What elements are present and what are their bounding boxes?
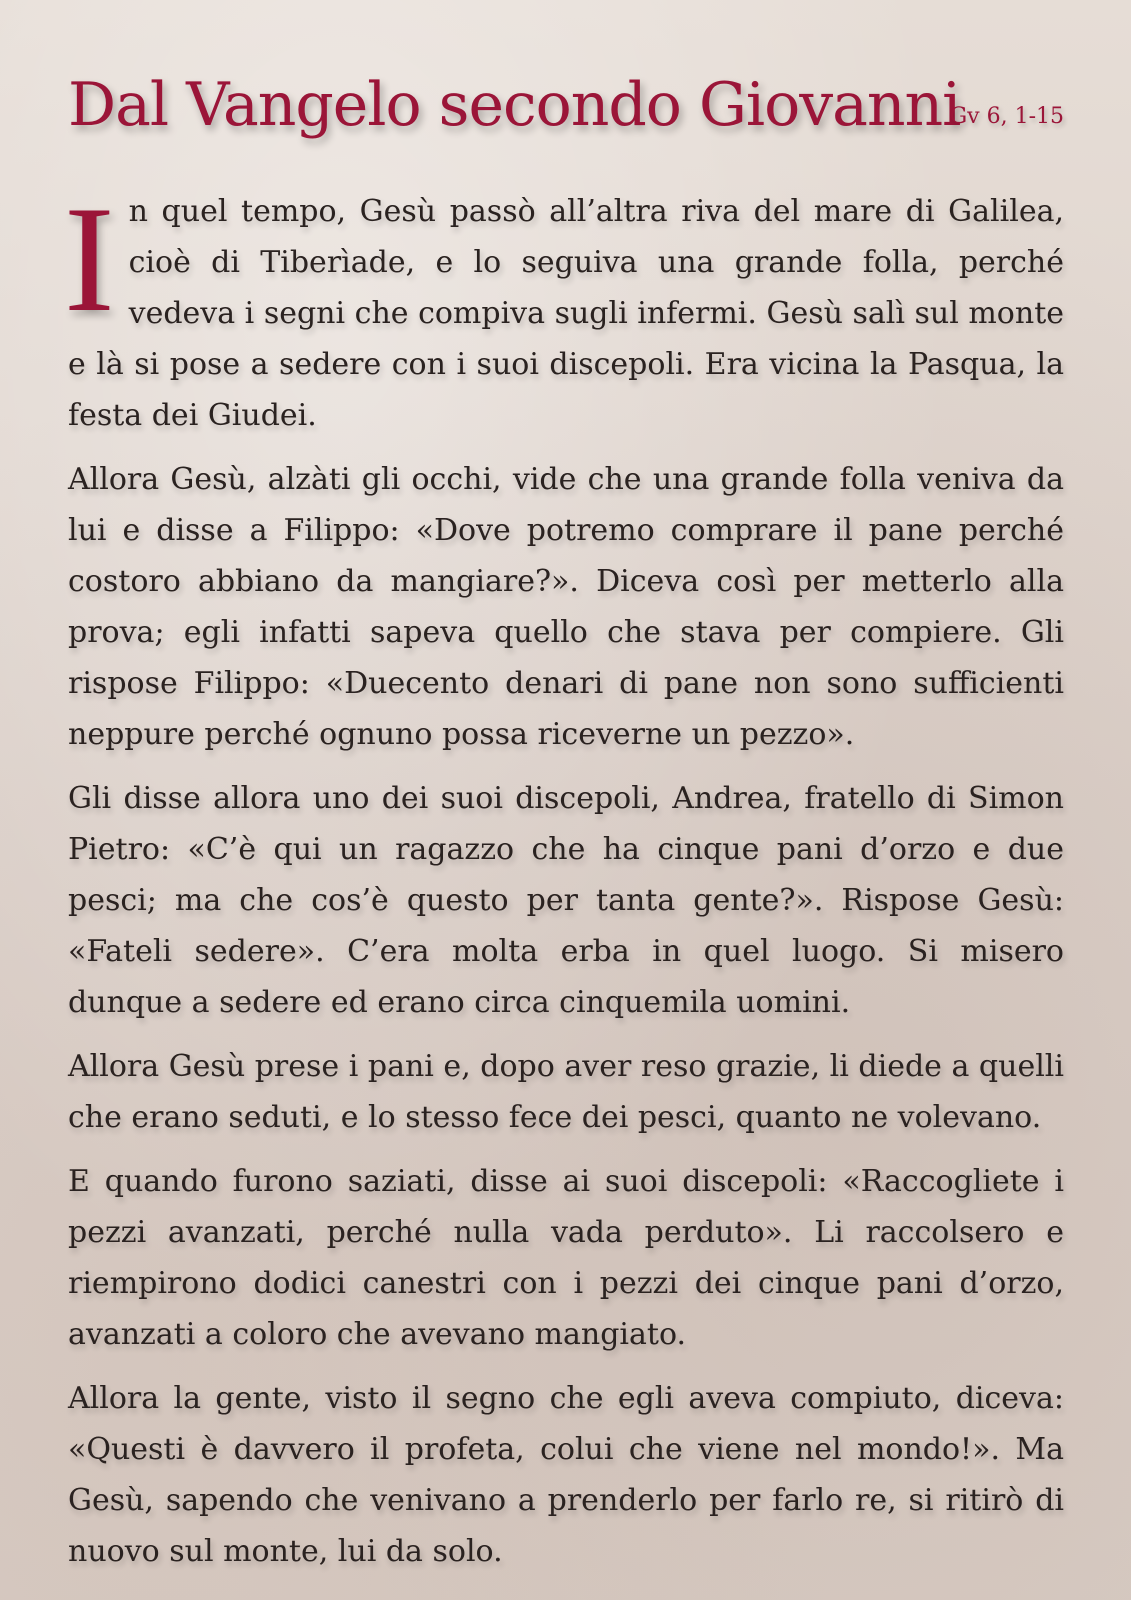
paragraph-1 <box>64 175 1064 441</box>
drop-cap: I <box>64 175 115 343</box>
page-header <box>68 72 1064 150</box>
page-title: Dal Vangelo secondo Giovanni <box>68 70 961 140</box>
paragraph-2: Allora Gesù, alzàti gli occhi, vide che una grande folla veniva da lui e disse a Filippo: «Dove potremo comprare il pane perché costoro abbiano da mangiare?». Diceva così per metterlo alla prova; egli infatti sapeva quello che stava per compiere. Gli rispose Filippo: «Duecento denari di pane non sono sufficienti neppure perché ognuno possa riceverne un pezzo». <box>68 462 1064 752</box>
gospel-text <box>64 175 1064 1577</box>
paragraph-5: E quando furono saziati, disse ai suoi discepoli: «Raccogliete i pezzi avanzati, perché nulla vada perduto». Li raccolsero e riempirono dodici canestri con i pezzi dei cinque pani d’orzo, avanzati a coloro che avevano mangiato. <box>68 1164 1064 1352</box>
scripture-reference: Gv 6, 1-15 <box>949 104 1064 129</box>
paragraph-6: Allora la gente, visto il segno che egli aveva compiuto, diceva: «Questi è davvero il profeta, colui che viene nel mondo!». Ma Gesù, sapendo che venivano a prenderlo per farlo re, si ritirò di nuovo sul monte, lui da solo. <box>68 1381 1064 1569</box>
paragraph-1-text: n quel tempo, Gesù passò all’altra riva del mare di Galilea, cioè di Tiberìade, e lo seguiva una grande folla, perché vedeva i segni che compiva sugli infermi. Gesù salì sul monte e là si pose a sedere con i suoi discepoli. Era vicina la Pasqua, la festa dei Giudei. <box>68 194 1064 433</box>
document-page <box>64 70 1064 1572</box>
paragraph-4: Allora Gesù prese i pani e, dopo aver reso grazie, li diede a quelli che erano seduti, e lo stesso fece dei pesci, quanto ne volevano. <box>68 1049 1064 1135</box>
paragraph-3: Gli disse allora uno dei suoi discepoli, Andrea, fratello di Simon Pietro: «C’è qui un ragazzo che ha cinque pani d’orzo e due pesci; ma che cos’è questo per tanta gente?». Rispose Gesù: «Fateli sedere». C’era molta erba in quel luogo. Si misero dunque a sedere ed erano circa cinquemila uomini. <box>68 781 1064 1020</box>
